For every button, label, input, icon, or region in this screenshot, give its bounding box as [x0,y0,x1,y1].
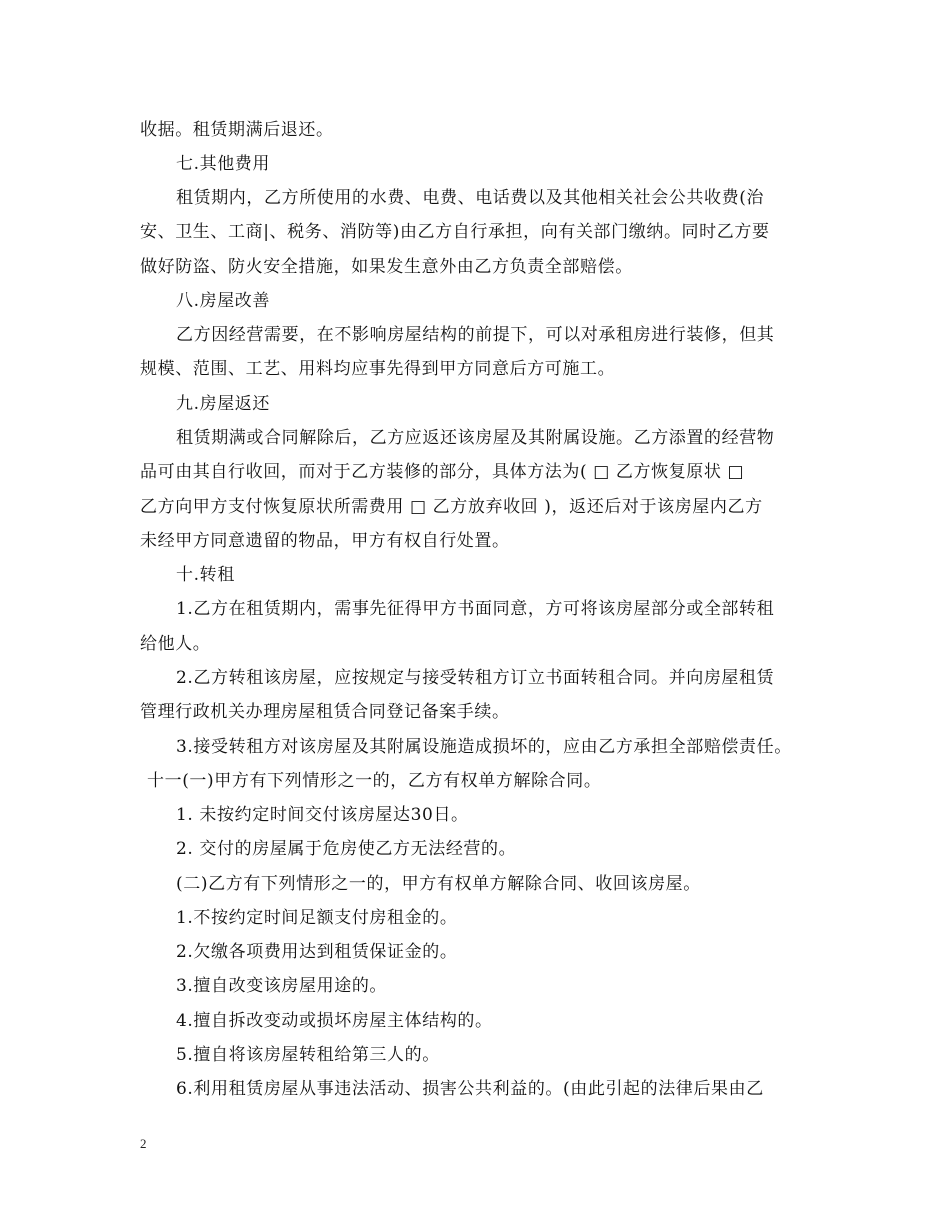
text-line: 给他人。 [140,634,211,654]
list-item: 1.不按约定时间足额支付房租金的。 [176,908,458,928]
text-line: 1.乙方在租赁期内，需事先征得甲方书面同意，方可将该房屋部分或全部转租 [176,599,775,619]
text-line: 品可由其自行收回，而对于乙方装修的部分，具体方法为( □ 乙方恢复原状 □ [140,462,745,482]
text-line: 管理行政机关办理房屋租赁合同登记备案手续。 [140,702,510,722]
text-line: 2.乙方转租该房屋，应按规定与接受转租方订立书面转租合同。并向房屋租赁 [176,668,775,688]
section-heading: 十一(一)甲方有下列情形之一的，乙方有权单方解除合同。 [147,771,602,791]
text-line: 3.接受转租方对该房屋及其附属设施造成损坏的，应由乙方承担全部赔偿责任。 [176,737,792,757]
text-line: 乙方因经营需要，在不影响房屋结构的前提下，可以对承租房进行装修，但其 [176,325,775,345]
list-item: 5.擅自将该房屋转租给第三人的。 [176,1045,440,1065]
text-line: 做好防盗、防火安全措施，如果发生意外由乙方负责全部赔偿。 [140,257,633,277]
list-item: 3.擅自改变该房屋用途的。 [176,976,388,996]
text-line: 乙方向甲方支付恢复原状所需费用 □ 乙方放弃收回 )，返还后对于该房屋内乙方 [140,497,763,517]
section-heading: 八.房屋改善 [176,291,271,311]
text-line: 收据。租赁期满后退还。 [140,120,334,140]
text-line: (二)乙方有下列情形之一的，甲方有权单方解除合同、收回该房屋。 [176,874,701,894]
text-line: 租赁期内，乙方所使用的水费、电费、电话费以及其他相关社会公共收费(治 [176,188,765,208]
text-line: 未经甲方同意遗留的物品，甲方有权自行处置。 [140,531,510,551]
list-item: 6.利用租赁房屋从事违法活动、损害公共利益的。(由此引起的法律后果由乙 [176,1079,764,1099]
list-item: 4.擅自拆改变动或损坏房屋主体结构的。 [176,1011,493,1031]
list-item: 2. 交付的房屋属于危房使乙方无法经营的。 [176,839,517,859]
list-item: 1. 未按约定时间交付该房屋达30日。 [176,805,469,825]
section-heading: 十.转租 [176,565,235,585]
text-line: 规模、范围、工艺、用料均应事先得到甲方同意后方可施工。 [140,359,616,379]
section-heading: 九.房屋返还 [176,394,271,414]
text-line: 安、卫生、工商|、税务、消防等)由乙方自行承担，向有关部门缴纳。同时乙方要 [140,222,770,242]
page-number: 2 [140,1136,147,1151]
text-line: 租赁期满或合同解除后，乙方应返还该房屋及其附属设施。乙方添置的经营物 [176,428,775,448]
list-item: 2.欠缴各项费用达到租赁保证金的。 [176,942,458,962]
section-heading: 七.其他费用 [176,154,271,174]
